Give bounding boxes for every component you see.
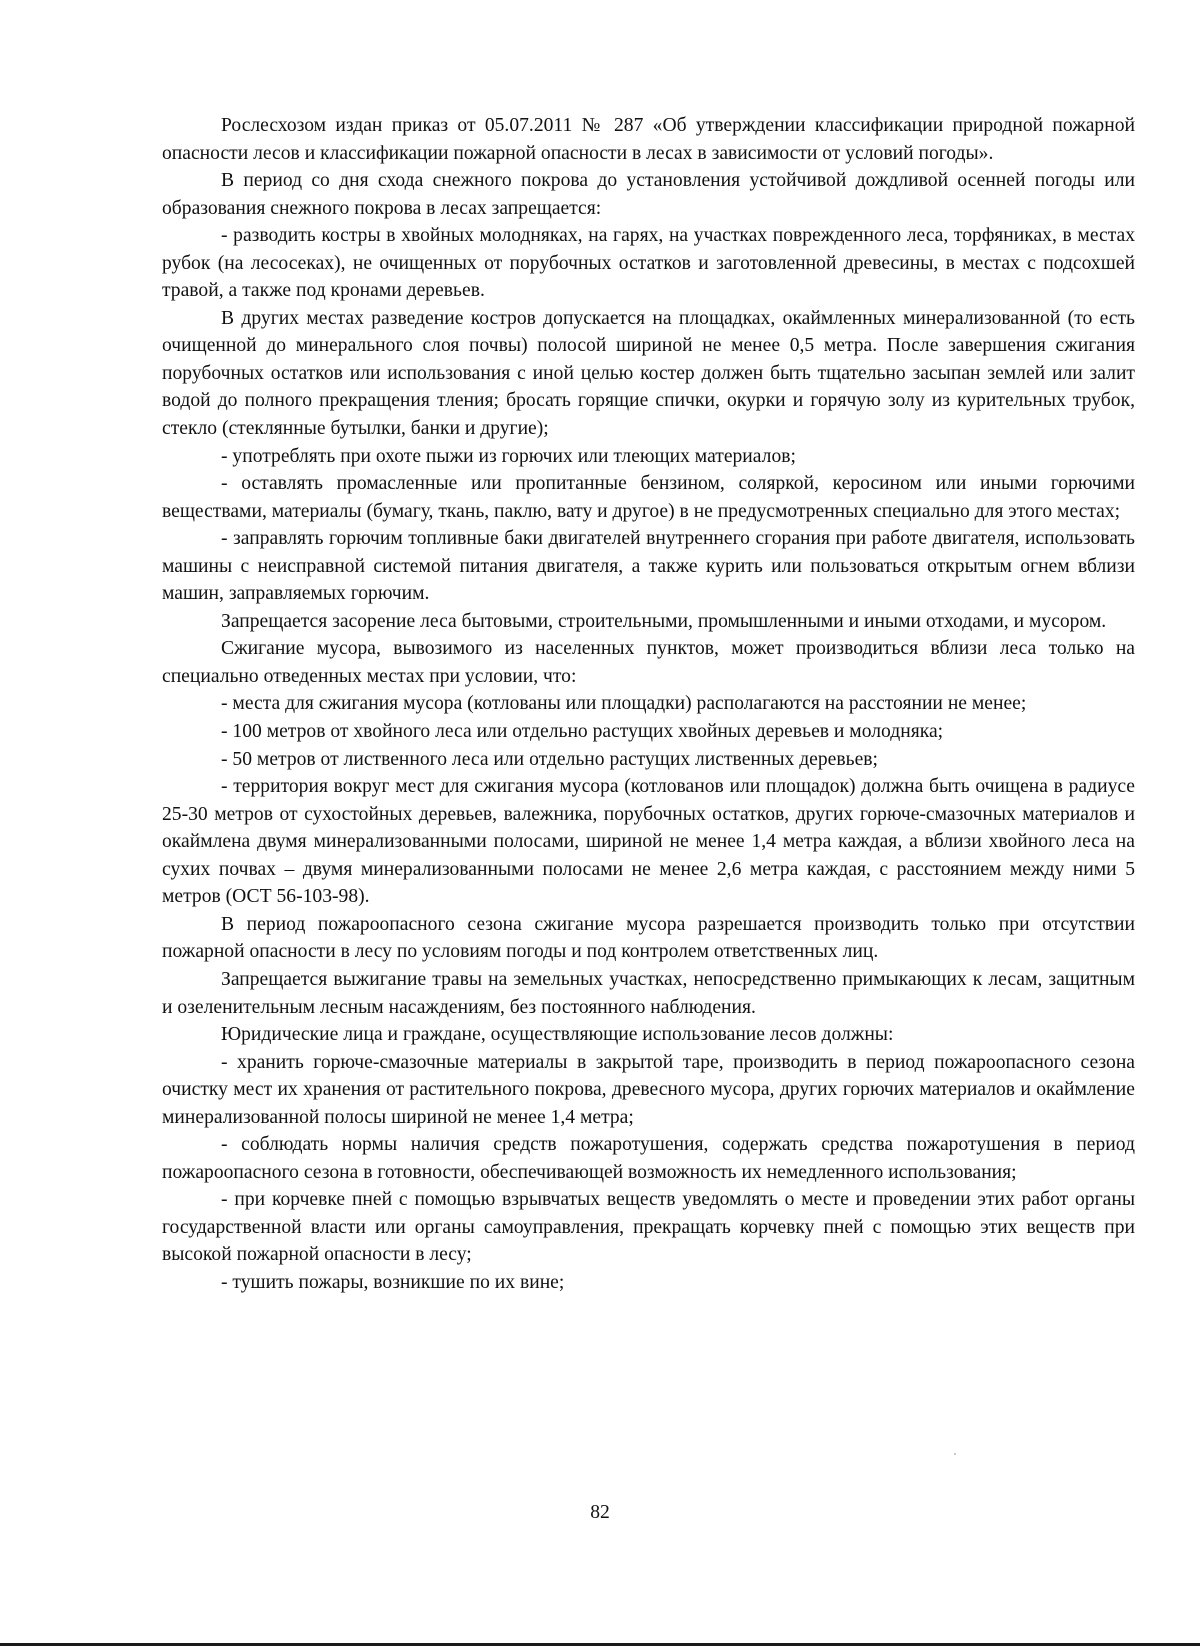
- paragraph-burning-site-distance: - места для сжигания мусора (котлованы или площадки) располагаются на расстоянии не менее;: [221, 693, 1027, 715]
- scan-speck: [954, 1453, 956, 1455]
- bottom-rule: [0, 1643, 1200, 1646]
- paragraph-clearing-radius: - территория вокруг мест для сжигания мусора (котлованов или площадок) должна быть очищена в радиусе 25-30 метров от сухостойных деревьев, валежника, порубочных остатков, других горюче-смазочных материалов и окаймлена двумя минерализованными полосами, шириной не менее 1,4 метра каждая, а вблизи хвойного леса на сухих почвах – двумя минерализованными полосами не менее 2,6 метра каждая, с расстоянием между ними 5 метров (ОСТ 56-103-98).: [162, 776, 1135, 908]
- paragraph-extinguish-fires: - тушить пожары, возникшие по их вине;: [221, 1271, 565, 1293]
- paragraph-hunting-wads: - употреблять при охоте пыжи из горючих или тлеющих материалов;: [221, 445, 796, 467]
- paragraph-fire-season-burning: В период пожароопасного сезона сжигание мусора разрешается производить только при отсутствии пожарной опасности в лесу по условиям погоды и под контролем ответственных лиц.: [162, 913, 1135, 963]
- paragraph-order-reference: Рослесхозом издан приказ от 05.07.2011 № 287 «Об утверждении классификации природной пожарной опасности лесов и классификации пожарной опасности в лесах в зависимости от условий погоды».: [162, 115, 1135, 164]
- body-text: [162, 112, 1135, 1297]
- page-number: 82: [590, 1502, 610, 1523]
- paragraph-coniferous-distance: - 100 метров от хвойного леса или отдельно растущих хвойных деревьев и молодняка;: [221, 721, 944, 743]
- paragraph-deciduous-distance: - 50 метров от лиственного леса или отдельно растущих лиственных деревьев;: [221, 748, 878, 770]
- paragraph-obligations-intro: Юридические лица и граждане, осуществляющие использование лесов должны:: [221, 1024, 894, 1046]
- paragraph-campfire-sites: В других местах разведение костров допускается на площадках, окаймленных минерализованной (то есть очищенной до минерального слоя почвы) полосой шириной не менее 0,5 метра. После завершения сжигания порубочных остатков или использования с иной целью костер должен быть тщательно засыпан землей или залит водой до полного прекращения тления; бросать горящие спички, окурки и горячую золу из курительных трубок, стекло (стеклянные бутылки, банки и другие);: [162, 307, 1135, 440]
- paragraph-campfires-prohibited: - разводить костры в хвойных молодняках, на гарях, на участках поврежденного леса, торфяниках, в местах рубок (на лесосеках), не очищенных от порубочных остатков и заготовленной древесины, в местах с подсохшей травой, а также под кронами деревьев.: [162, 225, 1135, 302]
- paragraph-grass-burning: Запрещается выжигание травы на земельных участках, непосредственно примыкающих к лесам, защитным и озеленительным лесным насаждениям, без постоянного наблюдения.: [162, 968, 1135, 1018]
- paragraph-firefighting-equipment: - соблюдать нормы наличия средств пожаротушения, содержать средства пожаротушения в период пожароопасного сезона в готовности, обеспечивающей возможность их немедленного использования;: [162, 1134, 1135, 1183]
- paragraph-stump-removal: - при корчевке пней с помощью взрывчатых веществ уведомлять о месте и проведении этих работ органы государственной власти или органы самоуправления, прекращать корчевку пней с помощью этих веществ при высокой пожарной опасности в лесу;: [162, 1189, 1135, 1266]
- paragraph-waste-burning-conditions: Сжигание мусора, вывозимого из населенных пунктов, может производиться вблизи леса только на специально отведенных местах при условии, что:: [162, 638, 1135, 687]
- paragraph-refueling-engines: - заправлять горючим топливные баки двигателей внутреннего сгорания при работе двигателя, использовать машины с неисправной системой питания двигателя, а также курить или пользоваться открытым огнем вблизи машин, заправляемых горючим.: [162, 528, 1135, 605]
- paragraph-fuel-storage: - хранить горюче-смазочные материалы в закрытой таре, производить в период пожароопасного сезона очистку мест их хранения от растительного покрова, древесного мусора, других горючих материалов и окаймление минерализованной полосы шириной не менее 1,4 метра;: [162, 1051, 1135, 1128]
- paragraph-fire-season-prohibitions: В период со дня схода снежного покрова до установления устойчивой дождливой осенней погоды или образования снежного покрова в лесах запрещается:: [162, 170, 1135, 219]
- paragraph-littering-prohibited: Запрещается засорение леса бытовыми, строительными, промышленными и иными отходами, и мусором.: [221, 610, 1107, 632]
- paragraph-oily-materials: - оставлять промасленные или пропитанные бензином, соляркой, керосином или иными горючими веществами, материалы (бумагу, ткань, паклю, вату и другое) в не предусмотренных специально для этого местах;: [162, 473, 1135, 522]
